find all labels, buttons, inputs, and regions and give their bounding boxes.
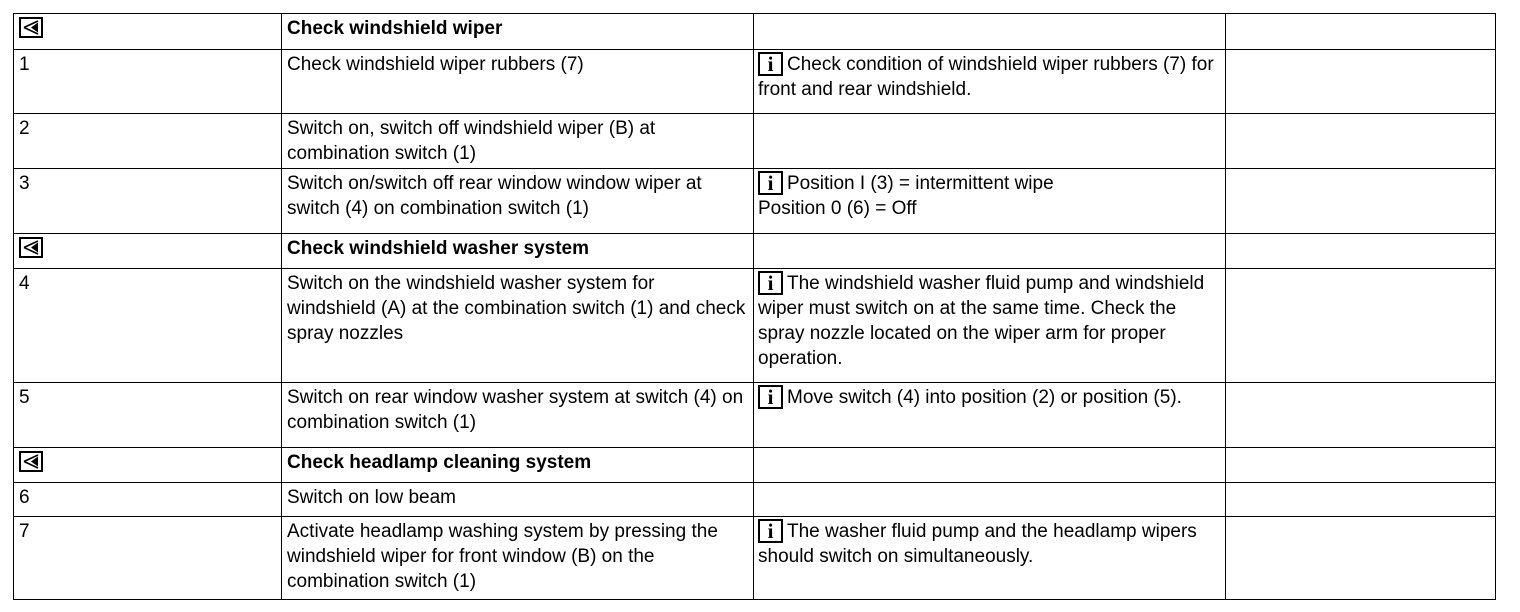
- step-number: 5: [14, 383, 282, 448]
- step-action: Switch on the windshield washer system for windshield (A) at the combination switch (1) and check spray nozzles: [282, 269, 754, 383]
- section-title: Check windshield washer system: [282, 234, 754, 269]
- note-cell: [754, 517, 1226, 600]
- table-row: [14, 383, 1496, 448]
- info-icon: i: [758, 385, 783, 409]
- check-cell: [1226, 483, 1496, 517]
- note-cell: [754, 50, 1226, 114]
- step-action: Switch on rear window washer system at switch (4) on combination switch (1): [282, 383, 754, 448]
- note-cell: [754, 383, 1226, 448]
- step-number: 7: [14, 517, 282, 600]
- back-arrow-icon[interactable]: [19, 451, 43, 472]
- check-cell: [1226, 517, 1496, 600]
- info-icon: i: [758, 271, 783, 295]
- back-arrow-icon[interactable]: [19, 237, 43, 258]
- back-cell[interactable]: [14, 448, 282, 483]
- step-note-line-2: Position 0 (6) = Off: [758, 198, 917, 219]
- check-cell: [1226, 383, 1496, 448]
- section-header-row: [14, 14, 1496, 50]
- back-cell[interactable]: [14, 234, 282, 269]
- check-cell: [1226, 114, 1496, 169]
- info-icon: i: [758, 52, 783, 76]
- check-cell: [1226, 169, 1496, 234]
- section-title: Check headlamp cleaning system: [282, 448, 754, 483]
- check-cell: [1226, 50, 1496, 114]
- section-header-row: [14, 448, 1496, 483]
- table-row: [14, 269, 1496, 383]
- table-row: [14, 169, 1496, 234]
- step-action: Check windshield wiper rubbers (7): [282, 50, 754, 114]
- step-number: 6: [14, 483, 282, 517]
- step-action: Switch on low beam: [282, 483, 754, 517]
- step-note: Move switch (4) into position (2) or position (5).: [787, 387, 1182, 408]
- step-note: Check condition of windshield wiper rubbers (7) for front and rear windshield.: [758, 54, 1214, 100]
- note-cell: [754, 234, 1226, 269]
- check-cell: [1226, 269, 1496, 383]
- section-header-row: [14, 234, 1496, 269]
- step-number: 1: [14, 50, 282, 114]
- back-arrow-icon[interactable]: [19, 17, 43, 38]
- info-icon: i: [758, 519, 783, 543]
- table-row: [14, 483, 1496, 517]
- step-action: Switch on/switch off rear window window wiper at switch (4) on combination switch (1): [282, 169, 754, 234]
- back-cell[interactable]: [14, 14, 282, 50]
- procedure-table: [13, 13, 1496, 600]
- note-cell: [754, 483, 1226, 517]
- table-row: [14, 517, 1496, 600]
- check-cell: [1226, 234, 1496, 269]
- table-row: [14, 114, 1496, 169]
- section-title: Check windshield wiper: [282, 14, 754, 50]
- note-cell: [754, 114, 1226, 169]
- check-cell: [1226, 448, 1496, 483]
- step-action: Switch on, switch off windshield wiper (B) at combination switch (1): [282, 114, 754, 169]
- step-note: Position I (3) = intermittent wipe: [787, 173, 1054, 194]
- note-cell: [754, 448, 1226, 483]
- step-action: Activate headlamp washing system by pressing the windshield wiper for front window (B) on the combination switch (1): [282, 517, 754, 600]
- step-number: 4: [14, 269, 282, 383]
- step-note: The windshield washer fluid pump and windshield wiper must switch on at the same time. Check the spray nozzle located on the wiper arm for proper operation.: [758, 273, 1205, 369]
- step-note: The washer fluid pump and the headlamp wipers should switch on simultaneously.: [758, 521, 1197, 567]
- info-icon: i: [758, 171, 783, 195]
- table-row: [14, 50, 1496, 114]
- step-number: 3: [14, 169, 282, 234]
- note-cell: [754, 14, 1226, 50]
- check-cell: [1226, 14, 1496, 50]
- note-cell: [754, 169, 1226, 234]
- note-cell: [754, 269, 1226, 383]
- step-number: 2: [14, 114, 282, 169]
